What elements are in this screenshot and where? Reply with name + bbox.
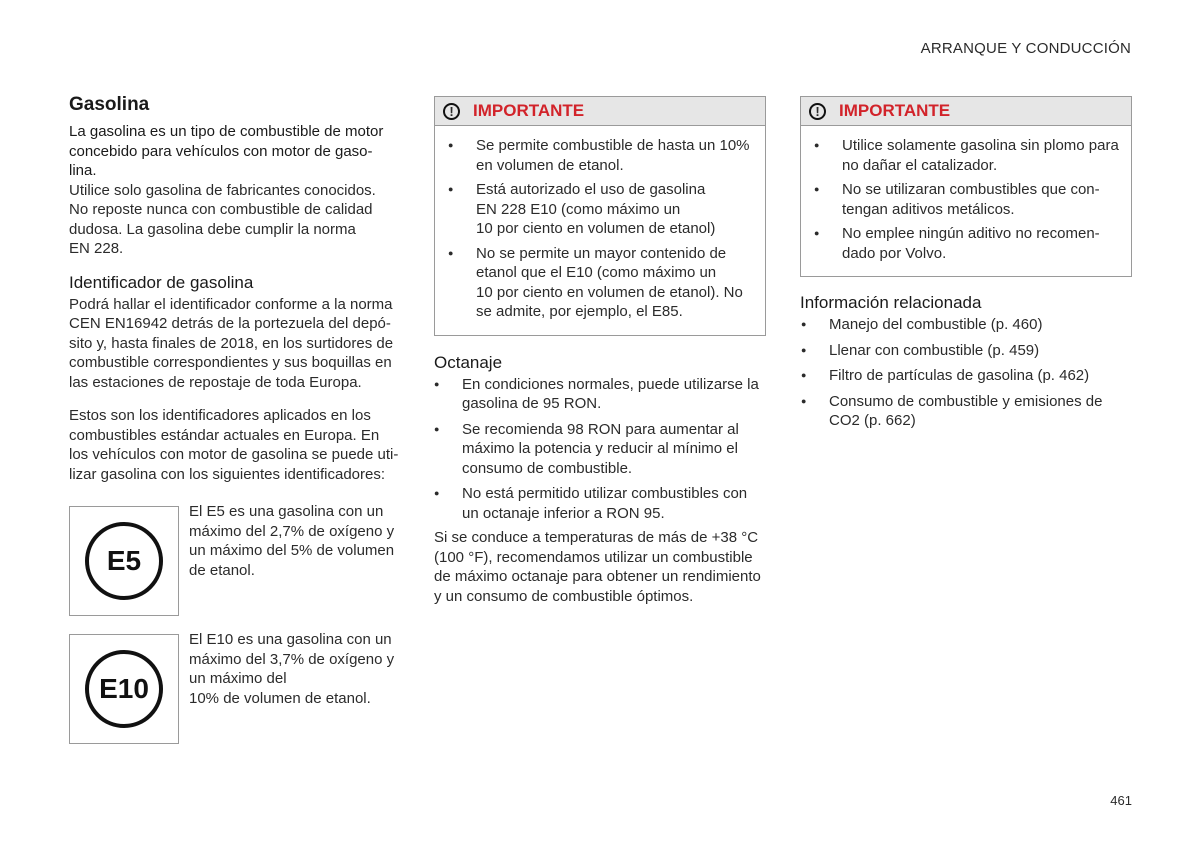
warning-icon: !: [443, 103, 460, 120]
text-line: un máximo del 5% de volumen: [189, 542, 395, 559]
text-line: lina.: [69, 162, 97, 179]
important-box-etanol: [434, 96, 766, 336]
standard-identifiers-paragraph: [69, 406, 402, 484]
e10-description: [189, 630, 394, 708]
text-line: máximo del 2,7% de oxígeno y: [189, 522, 395, 540]
octane-note: [434, 528, 766, 606]
list-item-line: No está permitido utilizar combustibles con: [462, 485, 748, 502]
text-line: lizar gasolina con los siguientes identificadores:: [69, 465, 386, 483]
list-item-line: No se utilizaran combustibles que con-: [842, 181, 1100, 198]
list-item-line: Utilice solamente gasolina sin plomo para: [842, 137, 1119, 154]
text-line: de etanol.: [189, 561, 255, 579]
text-line: un máximo del: [189, 670, 287, 687]
list-item-line[interactable]: Llenar con combustible (p. 459): [829, 341, 1040, 359]
warning-icon: !: [809, 103, 826, 120]
column-important-related: [800, 94, 1132, 437]
text-line: y un consumo de combustible óptimos.: [434, 587, 694, 605]
important-list: [447, 136, 753, 322]
text-line: EN 228.: [69, 240, 124, 257]
identifier-paragraph: [69, 295, 402, 393]
list-item-line: un octanaje inferior a RON 95.: [462, 504, 665, 522]
list-item-line: 10 por ciento en volumen de etanol): [476, 220, 716, 237]
list-item-line[interactable]: Manejo del combustible (p. 460): [829, 316, 1043, 333]
important-header: [435, 97, 765, 126]
text-line: La gasolina es un tipo de combustible de motor: [69, 123, 384, 140]
e10-identifier-row: [69, 631, 402, 744]
important-title: IMPORTANTE: [839, 101, 951, 120]
list-item-line[interactable]: Consumo de combustible y emisiones de: [829, 392, 1103, 410]
list-item: [813, 224, 1119, 263]
related-link-item[interactable]: [800, 315, 1132, 335]
list-item-line: En condiciones normales, puede utilizarse la: [462, 375, 759, 393]
list-item: [813, 136, 1119, 175]
e10-fuel-icon: E10: [85, 650, 163, 728]
text-line: (100 °F), recomendamos utilizar un combustible: [434, 548, 753, 566]
list-item: [447, 244, 753, 322]
column-important-octane: [434, 94, 766, 606]
intro-paragraph: [69, 181, 402, 259]
octane-list: [433, 375, 766, 524]
page-number: 461: [1110, 793, 1132, 808]
list-item-line: Se recomienda 98 RON para aumentar al: [462, 420, 739, 438]
chapter-title: ARRANQUE Y CONDUCCIÓN: [920, 40, 1131, 57]
list-item-line: en volumen de etanol.: [476, 156, 624, 174]
lead-paragraph: [69, 122, 402, 181]
text-line: Podrá hallar el identificador conforme a la norma: [69, 295, 393, 313]
list-item-line: Está autorizado el uso de gasolina: [476, 181, 706, 198]
text-line: Estos son los identificadores aplicados en los: [69, 407, 371, 424]
column-gasolina: [69, 94, 402, 744]
related-links-list: [800, 315, 1132, 431]
list-item-line: etanol que el E10 (como máximo un: [476, 264, 717, 281]
e5-identifier-row: [69, 503, 402, 616]
list-item: [433, 375, 766, 414]
text-line: sito y, hasta finales de 2018, en los surtidores de: [69, 334, 394, 352]
important-title: IMPORTANTE: [473, 101, 585, 120]
e10-label-box: [69, 634, 179, 744]
e5-fuel-icon: E5: [85, 522, 163, 600]
list-item: [433, 484, 766, 523]
text-line: combustibles estándar actuales en Europa. En: [69, 426, 380, 444]
list-item-line[interactable]: CO2 (p. 662): [829, 412, 916, 429]
list-item-line: máximo la potencia y reducir al mínimo el: [462, 440, 738, 457]
text-line: No reposte nunca con combustible de calidad: [69, 201, 373, 218]
important-list: [813, 136, 1119, 263]
list-item-line: No se permite un mayor contenido de: [476, 244, 727, 262]
octane-heading: Octanaje: [434, 352, 503, 372]
list-item-line: consumo de combustible.: [462, 459, 633, 477]
text-line: máximo del 3,7% de oxígeno y: [189, 650, 395, 668]
list-item-line: No emplee ningún aditivo no recomen-: [842, 225, 1100, 242]
list-item: [433, 420, 766, 479]
e5-description: [189, 502, 394, 580]
list-item-line: no dañar el catalizador.: [842, 156, 998, 174]
list-item-line: Se permite combustible de hasta un 10%: [476, 137, 750, 154]
text-line: 10% de volumen de etanol.: [189, 689, 371, 707]
text-line: Si se conduce a temperaturas de más de +38 °C: [434, 529, 759, 546]
text-line: El E5 es una gasolina con un: [189, 503, 384, 520]
text-line: concebido para vehículos con motor de gaso-: [69, 142, 373, 160]
list-item-line: 10 por ciento en volumen de etanol). No: [476, 283, 743, 301]
text-line: de máximo octanaje para obtener un rendimiento: [434, 568, 761, 585]
related-heading: Información relacionada: [800, 293, 982, 312]
list-item-line: gasolina de 95 RON.: [462, 395, 602, 412]
related-link-item[interactable]: [800, 341, 1132, 361]
text-line: las estaciones de repostaje de toda Europa.: [69, 373, 362, 391]
list-item-line: dado por Volvo.: [842, 244, 947, 262]
list-item-line: se admite, por ejemplo, el E85.: [476, 303, 683, 320]
related-link-item[interactable]: [800, 366, 1132, 386]
text-line: combustible correspondientes y sus boquillas en: [69, 354, 392, 371]
text-line: Utilice solo gasolina de fabricantes conocidos.: [69, 181, 376, 199]
text-line: los vehículos con motor de gasolina se puede uti-: [69, 446, 399, 463]
section-title: Gasolina: [69, 94, 150, 115]
related-link-item[interactable]: [800, 392, 1132, 431]
list-item-line[interactable]: Filtro de partículas de gasolina (p. 462): [829, 367, 1090, 384]
important-header: [801, 97, 1131, 126]
text-line: El E10 es una gasolina con un: [189, 631, 392, 648]
text-line: CEN EN16942 detrás de la portezuela del depó-: [69, 315, 391, 332]
text-line: dudosa. La gasolina debe cumplir la norma: [69, 220, 356, 238]
list-item: [447, 136, 753, 175]
list-item: [813, 180, 1119, 219]
list-item-line: tengan aditivos metálicos.: [842, 200, 1015, 218]
list-item-line: EN 228 E10 (como máximo un: [476, 200, 681, 218]
e5-label-box: [69, 506, 179, 616]
list-item: [447, 180, 753, 239]
identifier-heading: Identificador de gasolina: [69, 272, 254, 292]
important-box-aditivos: [800, 96, 1132, 277]
